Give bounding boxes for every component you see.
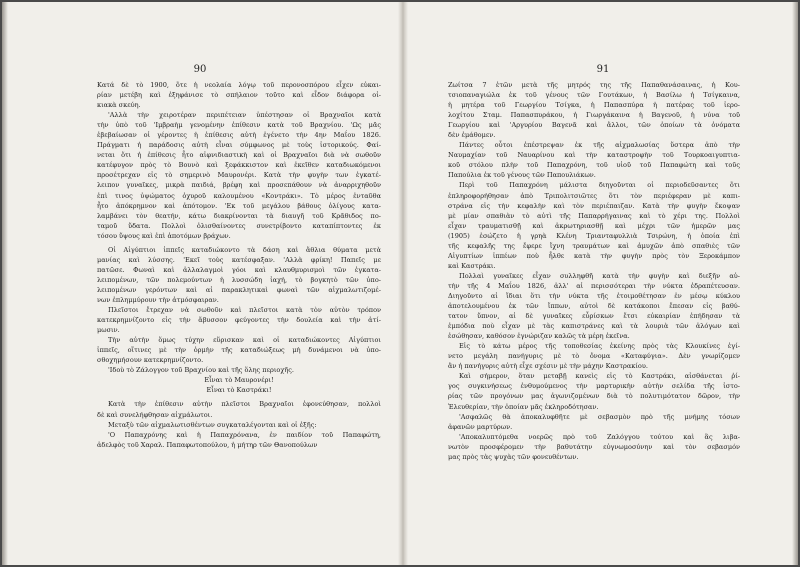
text-line: Πλεῖστοι ἔτρεχαν νὰ σωθοῦν καὶ πλεῖστοι κατὰ τὸν αὐτὸν τρόπον [108, 306, 381, 315]
text-line: 'Ο Παπαχρόνης καὶ ἡ Παπαχρόνανα, ἐν παιδίον τοῦ Παπαφώτη, [108, 430, 381, 439]
text-line: λοχίτου Σταμ. Παπασπυράκου, ἡ Γιωργάκαινα ἡ Βαγενοῦ, ἡ νύνα τοῦ [448, 111, 740, 120]
book-spread [2, 2, 798, 565]
text-line: νετο μεγάλη πανήγυρις μὲ τὸ ὄνομα «Καταφύγια». Δὲν γνωρίζομεν [448, 352, 740, 361]
text-line: λειπομένων γερόντων καὶ αἱ παρακλητικαὶ φωναὶ τῶν αἰχμαλωτιζομέ- [97, 285, 381, 294]
book-spine [398, 2, 408, 565]
text-line: ἀποτελουμένου ἐκ τῶν ἵππων, αὐτοὶ δὲ κατάκοποι ἔπεσαν εἰς βαθύ- [448, 302, 740, 311]
page-number-right: 91 [596, 64, 610, 75]
text-line: Καὶ σήμερον, ὅταν μεταβῇ κανεὶς εἰς τὸ Καστράκι, αἰσθάνεται ῥί- [459, 372, 740, 381]
text-line: νεται ὅτι ἡ ἐπίθεσις ἦτο αἰφνιδιαστικὴ καὶ οἱ Βραχναῖοι διὰ νὰ σωθοῦν [97, 151, 381, 160]
text-line: Εἶναι τὸ Μαυρονέρι! [204, 376, 274, 385]
text-line: Πολλαὶ γυναῖκες εἶχαν συλληφθῆ κατὰ τὴν φυγὴν καὶ διεξῆν αὐ- [459, 271, 740, 280]
text-line: τσιοπαναγιώλα ἐκ τοῦ γένους τῶν Γουτάκων, ἡ Βασίλω ἡ Τσίγκαινα, [448, 91, 740, 100]
text-line: Μεταξὺ τῶν αἰχμαλωτισθέντων συγκαταλέγονται καὶ οἱ ἑξῆς: [108, 420, 317, 429]
text-line: κατεκρημνίζοντο εἰς τὴν ἄβυσσον φεύγοντες τὴν δουλεία καὶ τὴν ἀτί- [97, 316, 381, 325]
right-page-text [448, 80, 740, 462]
text-line: ἐβεβαίωσαν οἱ γέροντες ἡ ἐπίθεσις αὐτὴ ἐγένετο τὴν 4ην Μαΐου 1826. [97, 131, 381, 140]
page-number-left: 90 [193, 64, 207, 75]
text-line: ἐσώθησαν, καθόσον ἐγνώριζαν καλῶς τὰ μέρη ἐκεῖνα. [448, 332, 630, 341]
text-line: Εἶναι τὸ Καστράκι! [206, 386, 272, 395]
text-line: Πράγματι ἡ παράδοσις αὐτὴ εἶναι σύμφωνος μὲ τοὺς ἱστορικούς. Φαί- [97, 141, 381, 150]
text-line: κατέφυγον πρὸς τὸ Βουνὸ καὶ ξεφάκκιστον καὶ ἐκεῖθεν καταδιωκόμενοι [97, 161, 381, 170]
text-line: μὲ μίαν σπαθιὰν τὸ αὐτὶ τῆς Παπαρρήγαινας καὶ τὸ χέρι της. Πολλοὶ [448, 211, 740, 220]
text-line: στράνα εἰς τὴν κεφαλὴν καὶ τὸν περιέπαιζαν. Κατὰ τὴν φυγὴν ἔκοψαν [448, 201, 740, 210]
text-line: ρίας τῶν προγόνων μας ἀγωνιζομένων διὰ τὸ πολυτιμότατον δῶρον, τὴν [448, 392, 740, 401]
text-line: κιακὰ σκεύη. [97, 101, 141, 110]
text-line: 'Ιδοὺ τὸ Ζάλογγον τοῦ Βραχνίου καὶ τῆς ὅλης περιοχῆς. [108, 366, 294, 375]
text-line: Ζωίτσα 7 ἐτῶν μετὰ τῆς μητρός της τῆς Παπαθανάσαινας, ἡ Κου- [448, 81, 740, 89]
text-line: Διηγοῦντο αἱ ἴδιαι ὅτι τὴν νύκτα τῆς ἐτοιμοθέτησαν ἐν μέσῳ κύκλου [448, 291, 740, 300]
text-line: ρίαν μετέβη καὶ ἐξηφάνισε τὸ σπήλαιον τοῦτο καὶ εἶδον διάφορα οἰ- [97, 91, 381, 100]
text-line: νωτὸν προσφέρομεν τὴν βαθυτάτην εὐγνωμοσύνην καὶ τὸν σεβασμόν [448, 442, 740, 451]
text-line: Κατά δὲ τὸ 1900, ὅτε ἡ νεολαία λόγῳ τοῦ περονοσπόρου εἶχεν εὐκαι- [97, 81, 381, 89]
text-line: Αἰγυπτίων ἱππέων ποὺ ἦλθε κατὰ τὴν φυγὴν πρὸς τὸν Ξεροκάμπον [448, 251, 740, 260]
text-line: πατῶσε. Φωναὶ καὶ ἀλλαλαγμοὶ γόοι καὶ κλαυθμυρισμοὶ τῶν ἐγκατα- [97, 265, 381, 274]
text-line: μανίας καὶ λύσσης. 'Εκεῖ τοὺς κατέσφαξαν. 'Αλλὰ φρίκη! Παπεῖς με [97, 255, 381, 264]
text-line: μας πρὸς τὰς ψυχὰς τῶν φονευθέντων. [448, 452, 579, 461]
text-line: ἂν ἡ πανήγυρις αὐτὴ εἶχε σχέσιν μὲ τὴν μάχην Καστρακίου. [448, 362, 648, 371]
left-page-text [97, 80, 381, 450]
text-line: Ἐλευθερίαν, τὴν ὁποίαν μᾶς ἐκληροδότησαν. [448, 402, 599, 411]
text-line: ἐπληροφορήθησαν ἀπὸ Τριπολιτσιῶτες ὅτι τὸν περιέφεραν μὲ καπι- [448, 191, 740, 200]
text-line: δὲν ἐμάθομεν. [448, 131, 496, 140]
text-line: καὶ Καστράκι. [448, 261, 496, 270]
text-line: 'Αποκαλυπτόμεθα νοερῶς πρὸ τοῦ Ζαλόγγου τούτου καὶ ἂς λιβα- [459, 432, 740, 441]
text-line: μωσιν. [97, 326, 120, 335]
text-line: Εἰς τὸ κάτω μέρος τῆς τοποθεσίας ἐκείνης πρὸς τὰς Κλουκίνες ἐγί- [459, 342, 740, 351]
text-line: Τὴν αὐτὴν ὅμως τύχην εὕρισκαν καὶ οἱ καταδιώκοντες Αἰγύπτιοι [108, 336, 381, 345]
text-line: νων ἐπλημμύρουν τὴν ἀτμόσφαιραν. [97, 295, 219, 304]
text-line: Γεωργίου καὶ 'Αργυρίου Βαγενᾶ καὶ ἄλλοι, τῶν ὁποίων τὰ ὀνόματα [448, 121, 740, 130]
text-line: τῆς κεφαλῆς της ἔφερε ἴχνη τραυμάτων καὶ ἀμυχῶν ἀπὸ σπαθιὲς τῶν [448, 241, 740, 250]
text-line: Κατὰ τὴν ἐπίθεσιν αὐτὴν πλεῖστοι Βραχναῖοι ἐφονεύθησαν, πολλοὶ [108, 400, 381, 409]
text-line: κοῦ στόλου πλὴν τοῦ Παπαχρόνη, τοῦ υἱοῦ τοῦ Παπαφώτη καὶ τοῦς [448, 161, 740, 170]
text-line: λειπομένων, τῶν πολεμούντων ἡ λυσσώδη ἰαχή, τὸ βογκητὸ τῶν ὑπο- [97, 275, 381, 284]
text-line: Περὶ τοῦ Παπαχρόνη μάλιστα διηγοῦνται οἱ περιοδεῦσαντες ὅτι [459, 181, 740, 190]
text-line: Παπούλια ἐκ τοῦ γένους τῶν Παπουλιάκων. [448, 171, 596, 180]
text-line: ἀφανῶν μαρτύρων. [448, 422, 513, 431]
text-line: (1905) ἐσώζετο ἡ γρηὰ Κλένη Τριανταφυλλιὰ Τσιρώνη, ἡ ὁποία ἐπὶ [448, 231, 740, 240]
text-line: Οἱ Αἰγύπτιοι ἱππεῖς καταδιώκοντο τὰ δάση καὶ ἄθλια θύματα μετὰ [108, 245, 381, 254]
text-line: ἦτο ἀπόκρημνον καὶ ἀπότομον. 'Εκ τοῦ μεγάλου βάθους ὀλίγους κατα- [97, 201, 381, 210]
text-line: γος συγκινήσεως ἐνθυμούμενος τὴν μαρτυρικὴν αὐτὴν σελίδα τῆς ἱστο- [448, 382, 740, 391]
text-line: τὴν ὑπὸ τοῦ 'Ιμβραὴμ γενομένην ἐπίθεσιν κατὰ τοῦ Βραχνίου. 'Ως μᾶς [97, 121, 381, 130]
text-line: ταμοῦ ὕδατα. Πολλοὶ ὀλισθαίνοντες συνετρίβοντο καταπίπτοντες ἐκ [97, 221, 381, 230]
left-page [2, 2, 398, 565]
text-line: Πάντες οὗτοι ἐπέστρεψαν ἐκ τῆς αἰχμαλωσίας ὕστερα ἀπὸ τὴν [459, 141, 740, 150]
text-line: τὴν τῆς 4 Μαΐου 1826, ἀλλ' αἱ περισσότεραι τὴν νύκτα ἐδραπέτευσαν. [448, 281, 740, 290]
text-line: σθοχημήσουν κατεκρημνίζοντο. [97, 356, 204, 365]
text-line: 'Ασφαλῶς θὰ ἀποκαλυφθῆτε μὲ σεβασμὸν πρὸ τῆς μνήμης τόσων [459, 412, 740, 421]
text-line: τατον ὕπνον, αἱ δὲ γυναῖκες εὗρίσκων ἔτσι εὐκαιρίαν ἐπήδησαν τὰ [448, 312, 740, 321]
text-line: εἶχαν τραυματισθῇ καὶ ἀκρωτηριασθῇ καὶ μέχρι τῶν ἡμερῶν μας [448, 221, 740, 230]
text-line: δὲ καὶ συνελήφθησαν αἰχμάλωτοι. [97, 410, 213, 419]
right-page [408, 2, 798, 565]
text-line: ἀδελφὸς τοῦ Χαραλ. Παπαφωτοπούλου, ἡ μήτηρ τῶν Θανοπούλων [97, 440, 318, 449]
text-line: ἐμπόδια ποὺ εἶχαν μὲ τὰς καπιστράνες καὶ τὰ λουριὰ τῶν ἀλόγων καὶ [448, 322, 740, 331]
text-line: ἱππεῖς, οἵτινες μὲ τὴν ὁρμὴν τῆς καταδιώξεως μὴ δυνάμενοι νὰ ὑπο- [97, 346, 381, 355]
text-line: 'Αλλὰ τὴν χειροτέραν περιπέτειαν ὑπέστησαν οἱ Βραχναῖοι κατὰ [108, 111, 381, 120]
text-line: λαμβάνει τὸν θεατήν, κάτω διακρίνονται τὰ διαυγῆ τοῦ Κρᾶθιδος πο- [97, 211, 381, 220]
text-line: προσέτρεχαν εἰς τὸ σημερινὸ Μαυρονέρι. Κατὰ τὴν φυγὴν των ἐγκατέ- [97, 171, 381, 180]
text-line: τόσου ὕψους καὶ ἐπὶ ἀποτόμων βράχων. [97, 231, 231, 240]
text-line: λειπον γυναῖκες, μικρὰ παιδιά, βρέφη καὶ προσεπάθουν νὰ ἀναρριχηθοῦν [97, 181, 381, 190]
text-line: ἡ μητέρα τοῦ Γεωργίου Τσίγκα, ἡ Παπασπύρα ἡ πατέρας τοῦ ἱερο- [448, 101, 740, 110]
text-line: ἐπὶ τινος ὑψώματος ὀχυροῦ καλουμένου «Κοντράκι». Τὸ μέρος ἐνταῦθα [97, 191, 381, 200]
text-line: Ναυμαχίαν τοῦ Ναυαρίνου καὶ τὴν καταστροφὴν τοῦ Τουρκοαιγυπτια- [448, 151, 740, 160]
